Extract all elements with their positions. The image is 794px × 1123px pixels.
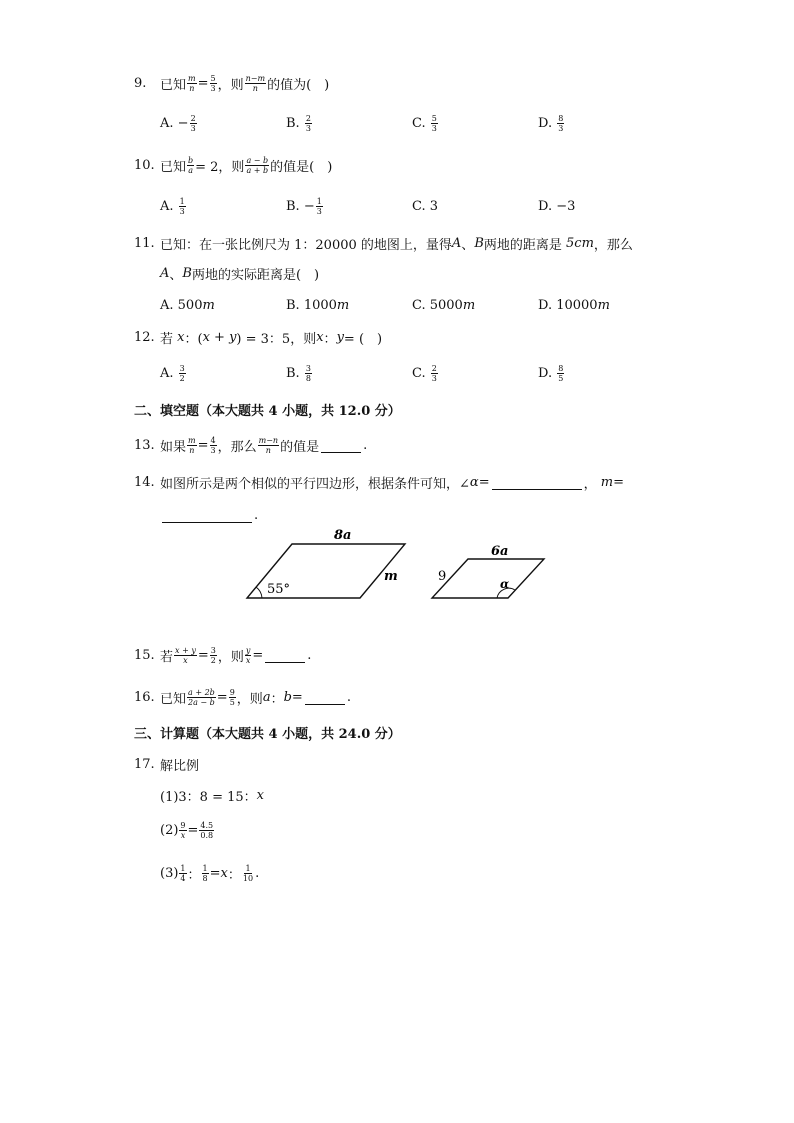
option-d[interactable]: D. 10000 m: [538, 297, 610, 313]
option-a[interactable]: A. $\frac{1}{3}$: [160, 196, 185, 216]
question-11-line2: A 、 B 两地的实际距离是( ): [160, 265, 320, 283]
answer-blank[interactable]: [265, 648, 305, 663]
fraction: $\frac{n-m}{n}$: [245, 73, 266, 93]
option-d[interactable]: D. $\frac{8}{3}$: [538, 113, 564, 133]
label-9: 9: [438, 569, 447, 584]
option-d[interactable]: D. $\frac{8}{5}$: [538, 363, 564, 383]
angle-arc: [256, 587, 262, 598]
label-55-degrees: 55°: [267, 582, 291, 597]
answer-blank[interactable]: [492, 475, 582, 490]
option-b[interactable]: B. − $\frac{1}{3}$: [286, 196, 322, 216]
question-17: 17. 解比例: [134, 756, 200, 774]
small-parallelogram: [432, 559, 544, 598]
question-12: 12. 若 x ：( x + y ) = 3：5，则 x ： y = ( ): [134, 329, 383, 347]
option-c[interactable]: C. $\frac{2}{3}$: [412, 363, 437, 383]
question-15: 15. 若 $\frac{x + y}{x}$ = $\frac{3}{2}$ ，则 $\frac{y}{x}$ = .: [134, 645, 312, 665]
option-c[interactable]: C. 5000 m: [412, 297, 476, 313]
answer-blank[interactable]: [162, 508, 252, 523]
option-c[interactable]: C. 3: [412, 198, 439, 214]
fraction: $\frac{m}{n}$: [188, 73, 196, 93]
option-b[interactable]: B. $\frac{2}{3}$: [286, 113, 311, 133]
sub-question-3: (3) $\frac{1}{4}$ ： $\frac{1}{8}$ = x ： $\frac{1}{10}$ .: [160, 863, 260, 883]
option-c[interactable]: C. $\frac{5}{3}$: [412, 113, 437, 133]
option-a[interactable]: A. 500 m: [160, 297, 215, 313]
parallelogram-figure: [238, 524, 558, 606]
option-a[interactable]: A. − $\frac{2}{3}$: [160, 113, 196, 133]
label-m: m: [384, 569, 398, 584]
label-8a: 8a: [334, 528, 352, 543]
option-a[interactable]: A. $\frac{3}{2}$: [160, 363, 185, 383]
label-alpha: α: [500, 577, 510, 591]
question-14-line2: .: [160, 502, 258, 528]
option-b[interactable]: B. $\frac{3}{8}$: [286, 363, 311, 383]
sub-question-1: (1)3：8 = 15： x: [160, 787, 264, 805]
section-heading: 二、填空题（本大题共 4 小题，共 12.0 分）: [134, 403, 401, 419]
fraction: $\frac{5}{3}$: [210, 73, 216, 93]
section-heading: 三、计算题（本大题共 4 小题，共 24.0 分）: [134, 726, 401, 742]
option-d[interactable]: D. −3: [538, 198, 576, 214]
option-b[interactable]: B. 1000 m: [286, 297, 350, 313]
sub-question-2: (2) $\frac{9}{x}$ = $\frac{4.5}{0.8}$: [160, 820, 214, 840]
question-13: 13. 如果 $\frac{m}{n}$ = $\frac{4}{3}$ ，那么 $\frac{m-n}{n}$ 的值是 .: [134, 435, 368, 455]
answer-blank[interactable]: [305, 690, 345, 705]
label-6a: 6a: [491, 544, 509, 559]
question-number: 9.: [134, 75, 147, 91]
answer-blank[interactable]: [321, 438, 361, 453]
question-9: 9. 已知 $\frac{m}{n}$ = $\frac{5}{3}$ ，则 $\frac{n-m}{n}$ 的值为( ): [134, 73, 330, 93]
question-14: 14. 如图所示是两个相似的平行四边形，根据条件可知，∠ α = ， m =: [134, 474, 624, 492]
question-11: 11. 已知：在一张比例尺为 1：20000 的地图上，量得 A 、 B 两地的距离是 5cm ，那么: [134, 235, 633, 253]
question-16: 16. 已知 $\frac{a + 2b}{2a - b}$ = $\frac{9}{5}$ ，则 a ： b = .: [134, 687, 351, 707]
question-10: 10. 已知 $\frac{b}{a}$ = 2，则 $\frac{a - b}{a + b}$ 的值是( ): [134, 155, 333, 175]
